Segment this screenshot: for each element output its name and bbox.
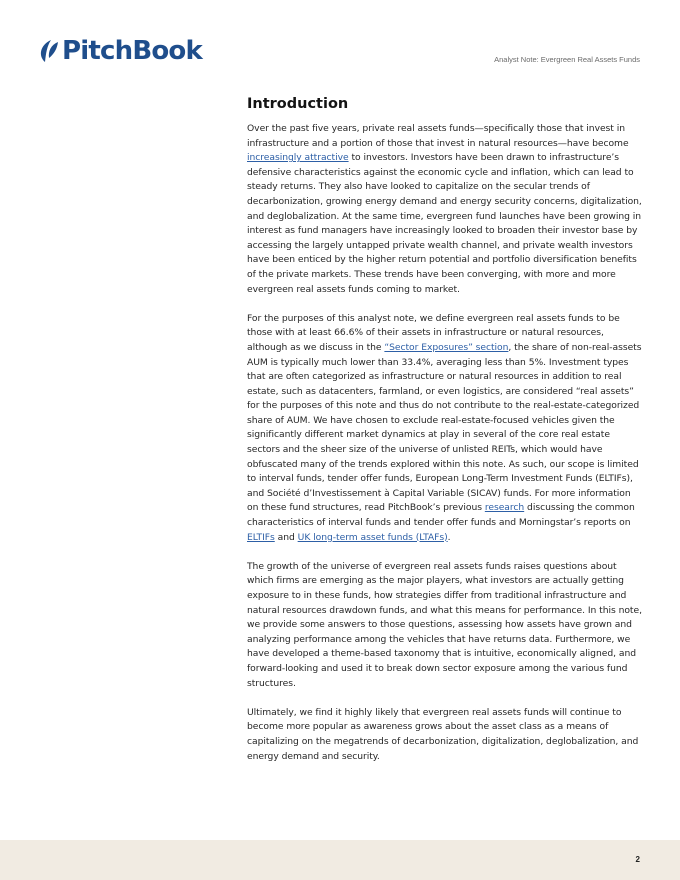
link-sector-exposures[interactable]: “Sector Exposures” section — [384, 341, 509, 353]
link-eltifs[interactable]: ELTIFs — [247, 531, 275, 543]
paragraph-4: Ultimately, we find it highly likely that evergreen real assets funds will continue to become more popular as awareness grows about the asset class as a means of capitalizing on the megatrends of decarbonization, digitalization, deglobalization, and energy demand and security. — [247, 706, 639, 762]
logo-text: PitchBook — [62, 36, 202, 66]
p2-text-e: . — [447, 531, 451, 543]
p2-text-b: , the share of non-real-assets AUM is typically much lower than 33.4%, averaging less than 5%. Investment types that are often categorized as infrastructure or natural resources in addition to real estate, such as datacenters, farmland, or even logistics, are considered “real assets” for the purposes of this note and thus do not contribute to the real-estate-categorized share of AUM. We have chosen to exclude real-estate-focused vehicles given the significantly different market dynamics at play in several of the core real estate sectors and the sheer size of the universe of unlisted REITs, which would have obfuscated many of the trends explored within this note. As such, our scope is limited to interval funds, tender offer funds, European Long-Term Investment Funds (ELTIFs), and Société d’Investissement à Capital Variable (SICAV) funds. For more information on these fund structures, read PitchBook’s previous — [247, 341, 642, 514]
p1-text-a: Over the past five years, private real assets funds—specifically those that invest in infrastructure and a portion of those that invest in natural resources—have become — [247, 123, 629, 149]
paragraph-2 — [247, 312, 642, 546]
pitchbook-logo — [36, 36, 202, 66]
page-footer — [0, 840, 680, 880]
pitchbook-leaf-icon — [36, 38, 60, 64]
header-note: Analyst Note: Evergreen Real Assets Funds — [494, 55, 640, 64]
p2-text-d: and — [274, 531, 298, 543]
main-content — [247, 96, 642, 779]
link-research[interactable]: research — [484, 502, 525, 514]
link-uk-ltafs[interactable]: UK long-term asset funds (LTAFs) — [297, 531, 448, 543]
page-number: 2 — [635, 855, 640, 864]
p1-text-b: to investors. Investors have been drawn to infrastructure’s defensive characteristics against the economic cycle and inflation, which can lead to steady returns. They also have looked to capitalize on the secular trends of decarbonization, growing energy demand and energy security concerns, digitalization, and deglobalization. At the same time, evergreen fund launches have been growing in interest as fund managers have increasingly looked to broaden their investor base by accessing the largely untapped private wealth channel, and private wealth investors have been enticed by the higher return potential and portfolio diversification benefits of the private markets. These trends have been converging, with more and more evergreen real assets funds coming to market. — [247, 152, 642, 295]
p2-text-c: discussing the common characteristics of interval funds and tender offer funds and Morningstar’s reports on — [247, 502, 635, 529]
paragraph-1 — [247, 122, 642, 297]
paragraph-3: The growth of the universe of evergreen real assets funds raises questions about which firms are emerging as the major players, what investors are actually getting exposure to in these funds, how strategies differ from traditional infrastructure and natural resources drawdown funds, and what this means for performance. In this note, we provide some answers to those questions, assessing how assets have grown and analyzing performance among the vehicles that have returns data. Furthermore, we have developed a theme-based taxonomy that is intuitive, economically aligned, and forward-looking and used it to break down sector exposure among the various fund structures. — [247, 560, 642, 689]
p2-text-a: For the purposes of this analyst note, we define evergreen real assets funds to be those with at least 66.6% of their assets in infrastructure or natural resources, although as we discuss in the — [247, 312, 620, 353]
link-increasingly-attractive[interactable]: increasingly attractive — [247, 152, 349, 164]
section-title: Introduction — [247, 96, 349, 112]
